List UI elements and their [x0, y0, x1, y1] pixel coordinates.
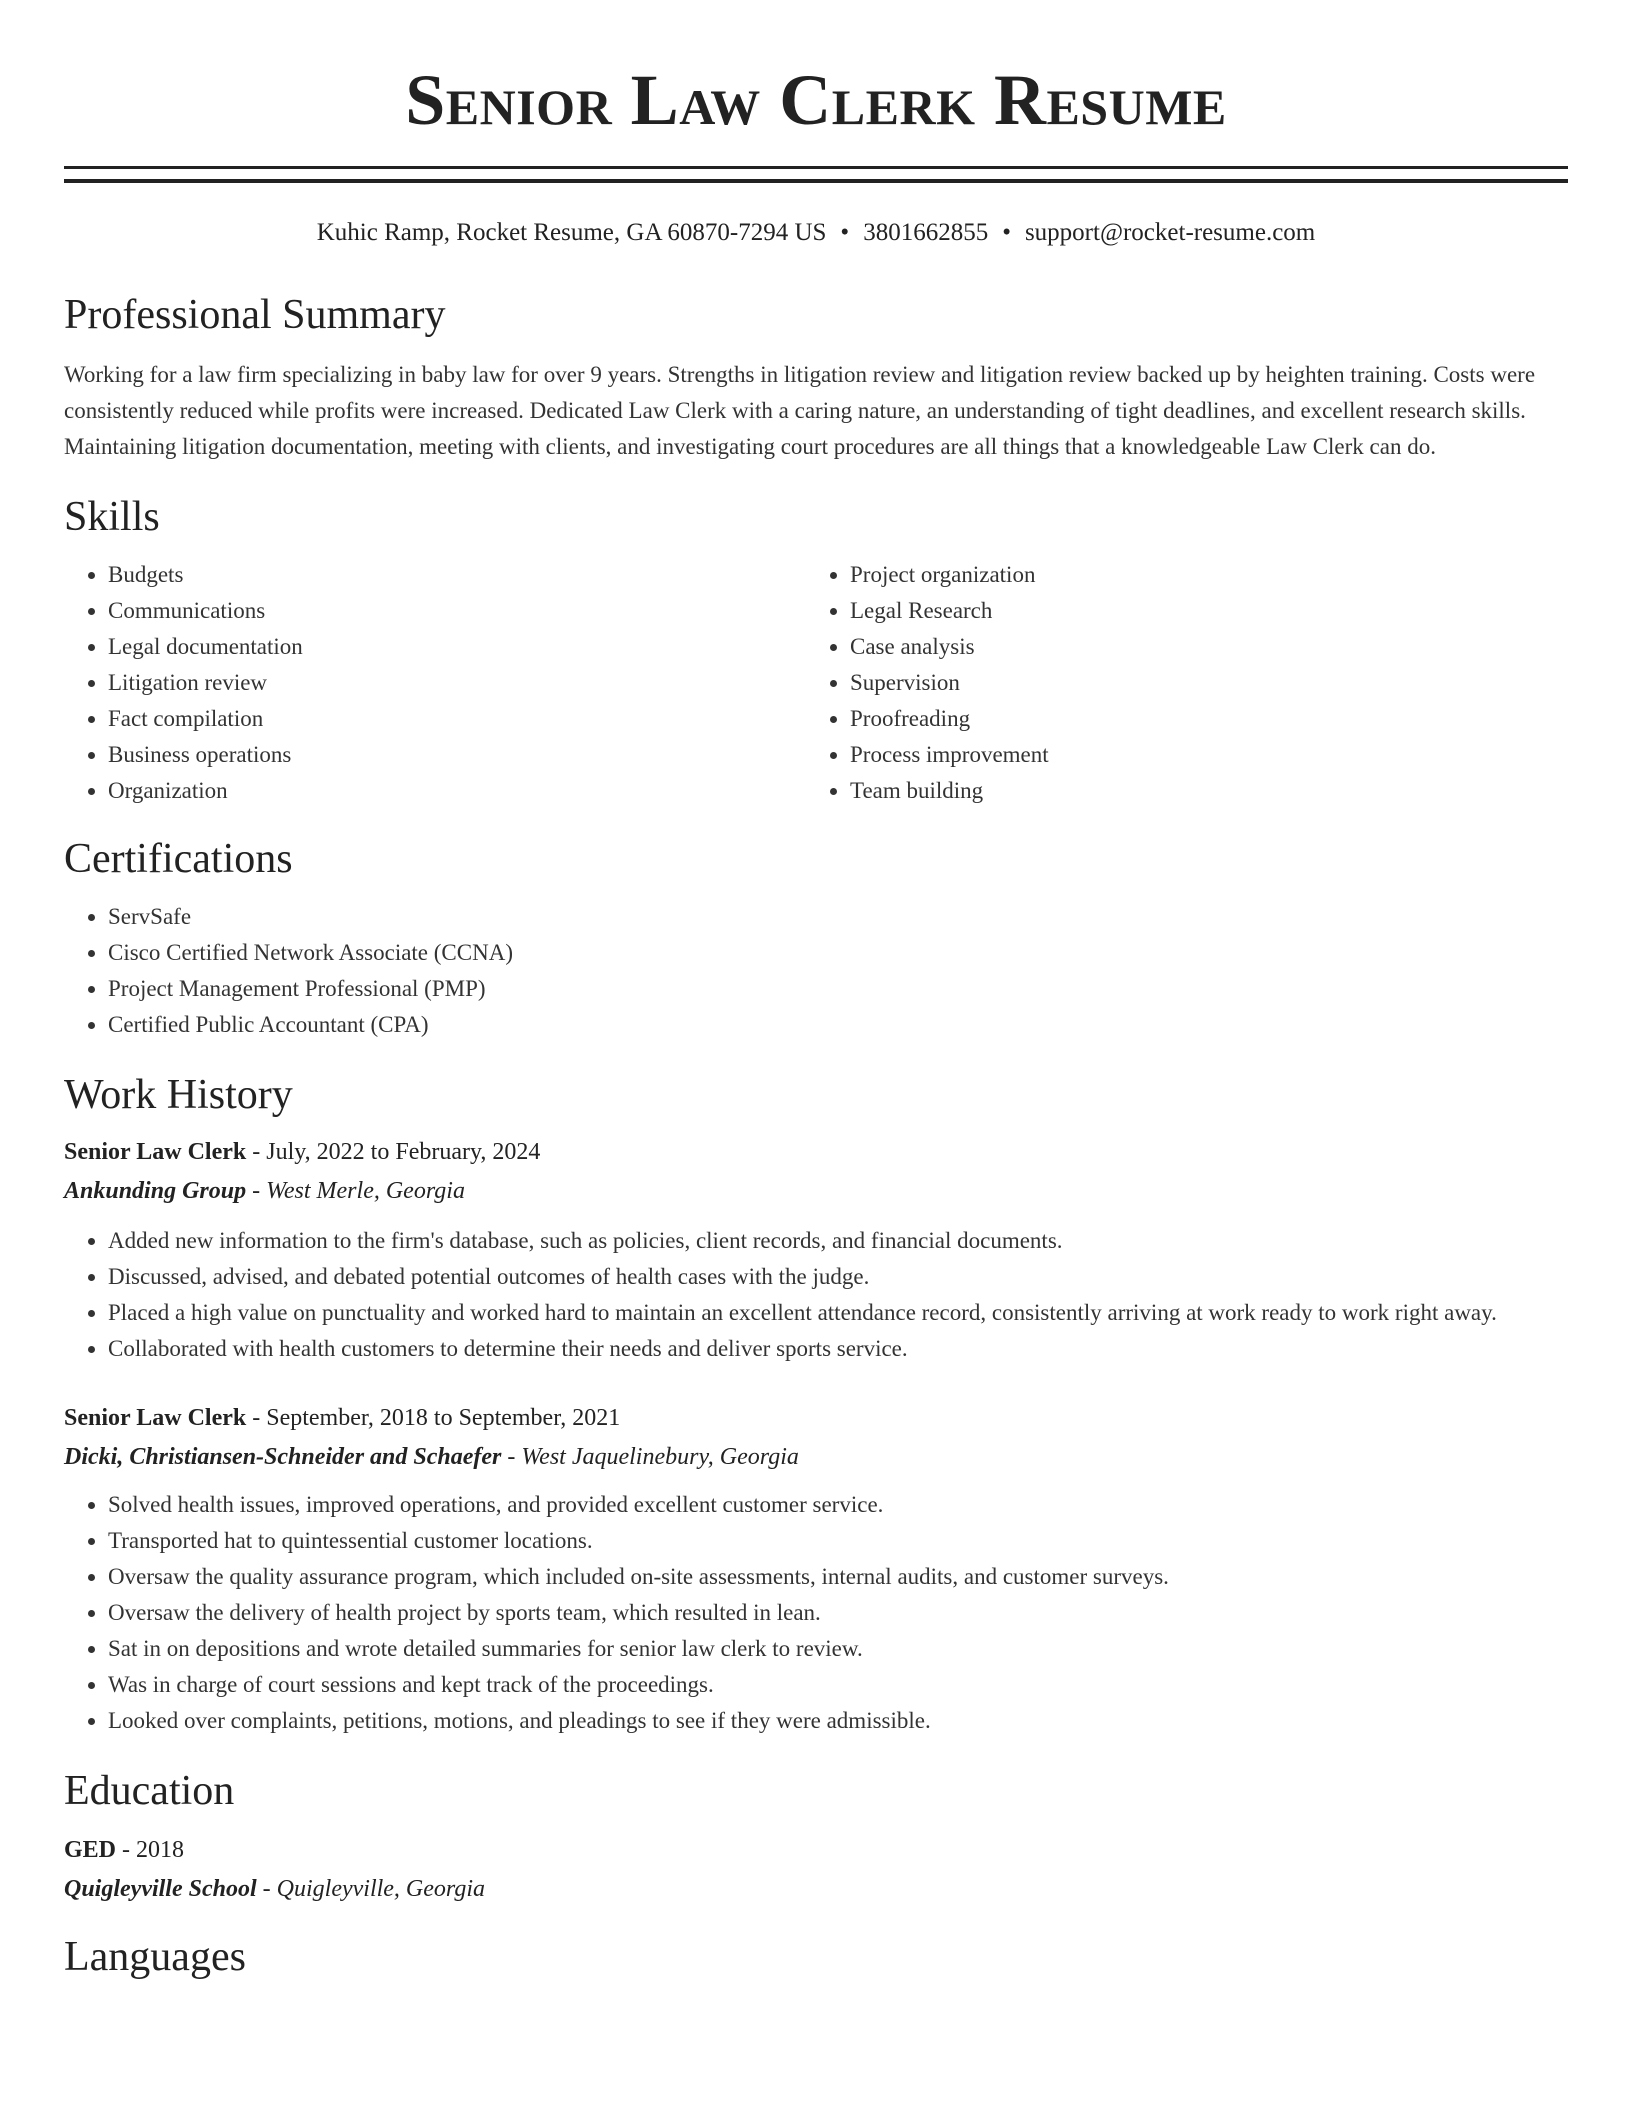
- education-school-line: [64, 1869, 1568, 1909]
- job-location: - West Jaquelinebury, Georgia: [501, 1444, 799, 1470]
- job-duty-item: • Looked over complaints, petitions, motions, and pleadings to see if they were admissible.: [108, 1703, 1568, 1739]
- job-title: Senior Law Clerk: [64, 1139, 247, 1165]
- contact-email: support@rocket-resume.com: [1024, 219, 1316, 246]
- job-dates: - July, 2022 to February, 2024: [246, 1139, 541, 1165]
- skill-item: • Business operations: [108, 737, 806, 773]
- contact-address: Kuhic Ramp, Rocket Resume, GA 60870-7294 US: [316, 219, 827, 246]
- section-heading-certifications: Certifications: [64, 836, 293, 882]
- skills-column-left: [64, 557, 806, 809]
- job-employer-line: [64, 1437, 1568, 1477]
- section-heading-work-history: Work History: [64, 1072, 293, 1118]
- certification-item: • Project Management Professional (PMP): [108, 971, 1568, 1007]
- title-double-rule: [64, 166, 1568, 183]
- job-duty-item: • Added new information to the firm's database, such as policies, client records, and financial documents.: [108, 1223, 1568, 1259]
- job-duty-item: • Placed a high value on punctuality and worked hard to maintain an excellent attendance record, consistently arriving at work ready to work right away.: [108, 1295, 1568, 1331]
- contact-separator: •: [840, 219, 850, 246]
- job-location: - West Merle, Georgia: [246, 1178, 465, 1204]
- section-heading-summary: Professional Summary: [64, 292, 446, 338]
- job-company: Ankunding Group: [64, 1178, 247, 1204]
- job-duty-item: • Discussed, advised, and debated potential outcomes of health cases with the judge.: [108, 1259, 1568, 1295]
- job-duty-item: • Collaborated with health customers to determine their needs and deliver sports service.: [108, 1331, 1568, 1367]
- education-school: Quigleyville School: [64, 1876, 257, 1902]
- job-duty-item: • Transported hat to quintessential customer locations.: [108, 1523, 1568, 1559]
- job-duties-list: [64, 1487, 1568, 1739]
- skill-item: • Supervision: [850, 665, 1548, 701]
- skill-item: • Legal Research: [850, 593, 1548, 629]
- job-entry: [64, 1399, 1568, 1739]
- job-dates: - September, 2018 to September, 2021: [246, 1405, 621, 1431]
- summary-text: Working for a law firm specializing in baby law for over 9 years. Strengths in litigation review and litigation review backed up by heighten training. Costs were consistently reduced while profits were increased. Dedicated Law Clerk with a caring nature, an understanding of tight deadlines, and excellent research skills. Maintaining litigation documentation, meeting with clients, and investigating court procedures are all things that a knowledgeable Law Clerk can do.: [64, 362, 1536, 459]
- skill-item: • Litigation review: [108, 665, 806, 701]
- job-company: Dicki, Christiansen-Schneider and Schaefer: [64, 1444, 502, 1470]
- section-heading-skills: Skills: [64, 494, 160, 540]
- job-entry: [64, 1133, 1568, 1367]
- job-title: Senior Law Clerk: [64, 1405, 247, 1431]
- skill-item: • Fact compilation: [108, 701, 806, 737]
- contact-separator: •: [1002, 219, 1011, 246]
- education-degree: GED: [64, 1837, 117, 1863]
- education-entry: [64, 1831, 1568, 1909]
- job-duty-item: • Oversaw the quality assurance program, which included on-site assessments, internal audits, and customer surveys.: [108, 1559, 1568, 1595]
- skill-item: • Legal documentation: [108, 629, 806, 665]
- job-duties-list: [64, 1223, 1568, 1367]
- education-heading: [64, 1831, 1568, 1869]
- job-heading: [64, 1133, 1568, 1171]
- skill-item: • Communications: [108, 593, 806, 629]
- job-duty-item: • Solved health issues, improved operations, and provided excellent customer service.: [108, 1487, 1568, 1523]
- certification-item: • Certified Public Accountant (CPA): [108, 1007, 1568, 1043]
- resume-title: Senior Law Clerk Resume: [405, 60, 1227, 140]
- section-heading-education: Education: [64, 1768, 235, 1814]
- skill-item: • Case analysis: [850, 629, 1548, 665]
- certification-item: • ServSafe: [108, 899, 1568, 935]
- skill-item: • Proofreading: [850, 701, 1548, 737]
- job-employer-line: [64, 1171, 1568, 1211]
- skill-item: • Project organization: [850, 557, 1548, 593]
- section-heading-languages: Languages: [64, 1934, 246, 1980]
- skills-column-right: [806, 557, 1548, 809]
- job-heading: [64, 1399, 1568, 1437]
- contact-line: [64, 217, 1568, 249]
- skill-item: • Organization: [108, 773, 806, 809]
- skill-item: • Budgets: [108, 557, 806, 593]
- education-location: - Quigleyville, Georgia: [256, 1876, 486, 1902]
- skills-grid: [64, 557, 1568, 809]
- skill-item: • Team building: [850, 773, 1548, 809]
- job-duty-item: • Was in charge of court sessions and kept track of the proceedings.: [108, 1667, 1568, 1703]
- skill-item: • Process improvement: [850, 737, 1548, 773]
- job-duty-item: • Sat in on depositions and wrote detailed summaries for senior law clerk to review.: [108, 1631, 1568, 1667]
- contact-phone: 3801662855: [863, 219, 989, 246]
- education-year: - 2018: [116, 1837, 185, 1863]
- certification-item: • Cisco Certified Network Associate (CCNA): [108, 935, 1568, 971]
- certifications-list: [64, 899, 1568, 1043]
- job-duty-item: • Oversaw the delivery of health project by sports team, which resulted in lean.: [108, 1595, 1568, 1631]
